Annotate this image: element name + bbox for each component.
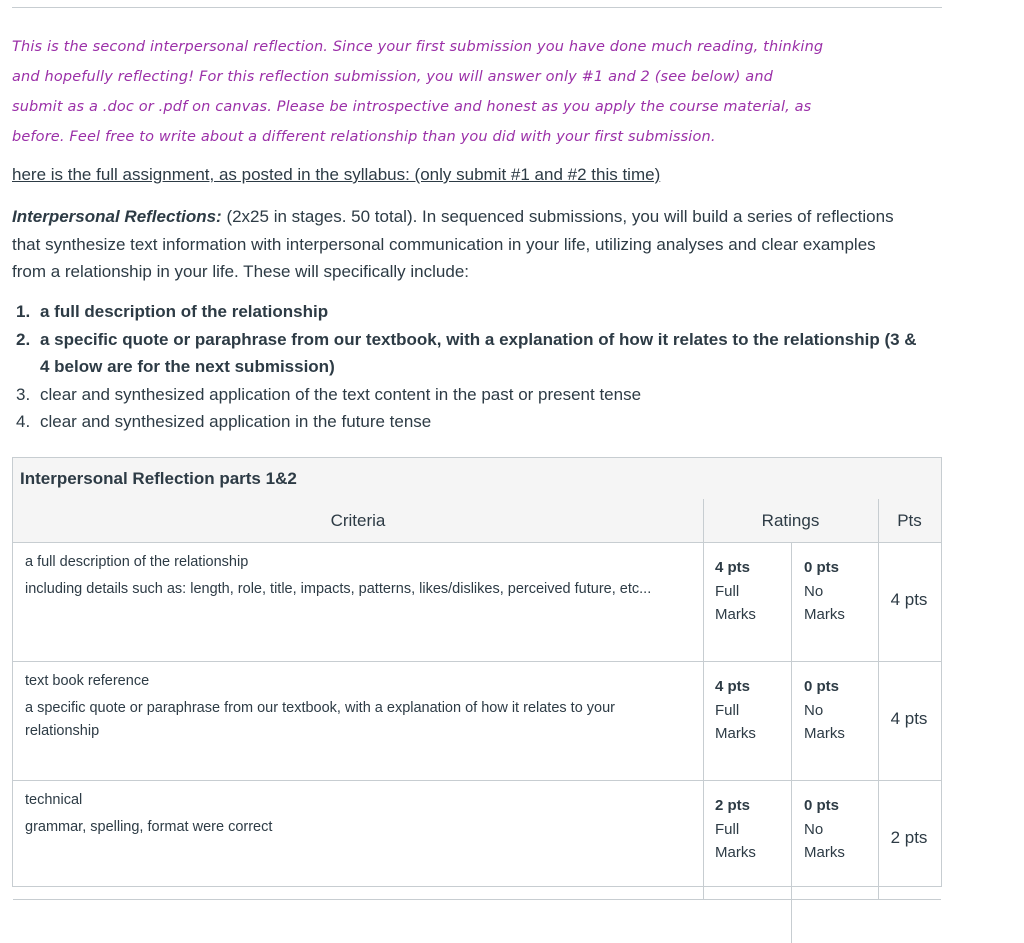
intro-line: submit as a .doc or .pdf on canvas. Please be introspective and honest as you apply the course material, as — [12, 99, 812, 115]
criterion-points: 4 pts — [890, 709, 928, 728]
list-item: 3. clear and synthesized application of the text content in the past or present tense — [16, 384, 642, 404]
requirements-list — [12, 298, 942, 436]
rubric — [12, 457, 942, 887]
intro-line: This is the second interpersonal reflection. Since your first submission you have done much reading, thinking — [12, 39, 824, 55]
list-item: 1. a full description of the relationship — [16, 302, 329, 321]
table-row — [13, 662, 941, 781]
rating-full[interactable]: 4 pts Full Marks — [715, 678, 756, 742]
assignment-text: from a relationship in your life. These will specifically include: — [12, 262, 469, 281]
criterion-points: 2 pts — [890, 828, 928, 847]
rubric-title: Interpersonal Reflection parts 1&2 — [13, 458, 941, 500]
criterion-title: technical — [25, 792, 83, 808]
assignment-text: (2x25 in stages. 50 total). In sequenced submissions, you will build a series of reflections — [221, 207, 894, 226]
rating-none[interactable]: 0 pts No Marks — [804, 678, 845, 742]
intro-line: before. Feel free to write about a different relationship than you did with your first submission. — [12, 129, 716, 145]
table-row — [13, 781, 941, 900]
intro-line: and hopefully reflecting! For this reflection submission, you will answer only #1 and 2 (see below) and — [12, 69, 774, 85]
criterion-points: 4 pts — [890, 590, 928, 609]
rating-full[interactable]: 2 pts Full Marks — [715, 797, 756, 861]
assignment-label: Interpersonal Reflections: — [12, 207, 222, 226]
top-divider — [12, 7, 942, 8]
list-item: 4. clear and synthesized application in the future tense — [16, 412, 432, 431]
rating-none[interactable]: 0 pts No Marks — [804, 559, 845, 623]
rating-none[interactable]: 0 pts No Marks — [804, 797, 845, 861]
criterion-description: including details such as: length, role, title, impacts, patterns, likes/dislikes, perceived future, etc... — [25, 581, 652, 597]
table-row — [13, 543, 941, 662]
criterion-description: a specific quote or paraphrase from our textbook, with a explanation of how it relates to your relationship — [25, 700, 615, 739]
rating-full[interactable]: 4 pts Full Marks — [715, 559, 756, 623]
pts-header: Pts — [897, 511, 922, 530]
criterion-title: text book reference — [25, 673, 150, 689]
ratings-header: Ratings — [761, 511, 820, 530]
criterion-description: grammar, spelling, format were correct — [25, 819, 273, 835]
assignment-description — [12, 203, 942, 286]
criterion-title: a full description of the relationship — [25, 554, 249, 570]
assignment-text: that synthesize text information with interpersonal communication in your life, utilizing analyses and clear examples — [12, 234, 876, 254]
rubric-header — [13, 499, 941, 543]
intro-text — [12, 32, 952, 152]
criteria-header: Criteria — [330, 511, 386, 530]
assignment-link[interactable]: here is the full assignment, as posted in the syllabus: (only submit #1 and #2 this time) — [12, 165, 661, 184]
list-item: 2. a specific quote or paraphrase from our textbook, with a explanation of how it relates to the relationship (3 & 4 below are for the next submission) — [16, 329, 917, 376]
